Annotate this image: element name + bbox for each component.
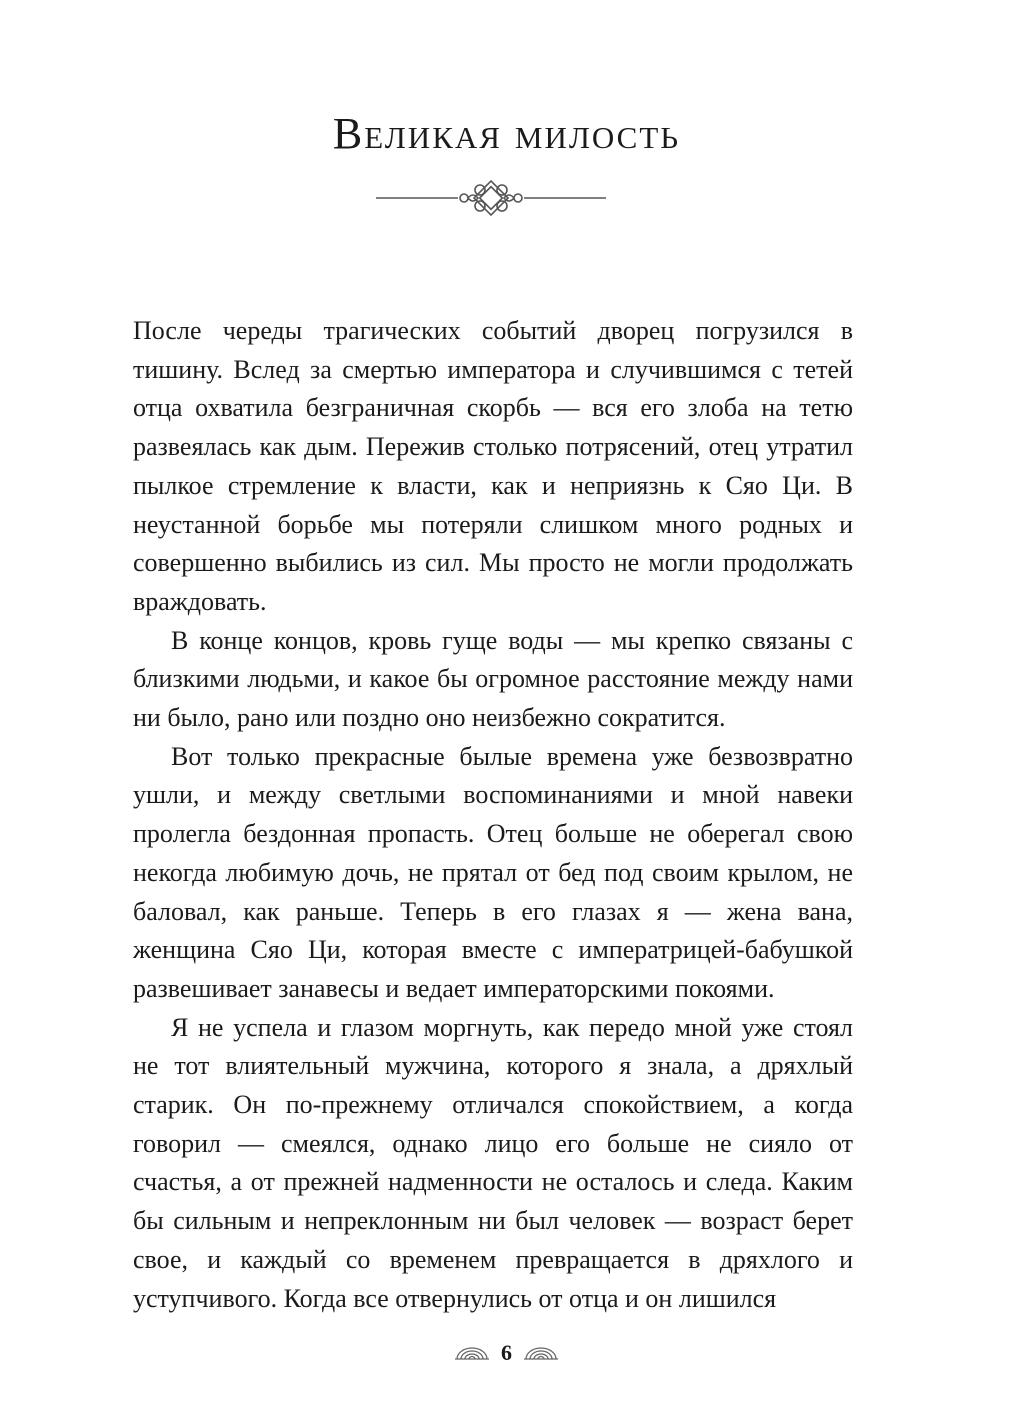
- title-ornament: [376, 178, 606, 218]
- paragraph: После череды трагических событий дворец погрузился в тишину. Вслед за смертью императора и случившимся с тетей отца охватила безграничная скорбь — вся его злоба на тетю развеялась как дым. Пережив столько потрясений, отец утратил пылкое стремление к власти, как и неприязнь к Сяо Ци. В неустанной борьбе мы потеряли слишком много родных и совершенно выбились из сил. Мы просто не могли продолжать враждовать.: [133, 316, 853, 616]
- chapter-body: [133, 312, 853, 1318]
- endless-knot-icon: [376, 178, 606, 218]
- chapter-title: Великая милость: [332, 109, 681, 158]
- page-number: 6: [501, 1340, 512, 1365]
- page-footer: [0, 1338, 1013, 1368]
- arch-ornament-icon: [524, 1346, 558, 1360]
- paragraph: Вот только прекрасные былые времена уже безвозвратно ушли, и между светлыми воспоминаниями и мной навеки пролегла бездонная пропасть. Отец больше не оберегал свою некогда любимую дочь, не прятал от бед под своим крылом, не баловал, как раньше. Теперь в его глазах я — жена вана, женщина Сяо Ци, которая вместе с императрицей-бабушкой развешивает занавесы и ведает императорскими покоями.: [133, 741, 853, 1003]
- paragraph: В конце концов, кровь гуще воды — мы крепко связаны с близкими людьми, и какое бы огромное расстояние между нами ни было, рано или поздно оно неизбежно сократится.: [133, 625, 853, 733]
- paragraph: Я не успела и глазом моргнуть, как передо мной уже стоял не тот влиятельный мужчина, которого я знала, а дряхлый старик. Он по-прежнему отличался спокойствием, а когда говорил — смеялся, однако лицо его больше не сияло от счастья, а от прежней надменности не осталось и следа. Каким бы сильным и непреклонным ни был человек — возраст берет свое, и каждый со временем превращается в дряхлого и уступчивого. Когда все отвернулись от отца и он лишился: [133, 1012, 853, 1313]
- arch-ornament-icon: [455, 1346, 489, 1360]
